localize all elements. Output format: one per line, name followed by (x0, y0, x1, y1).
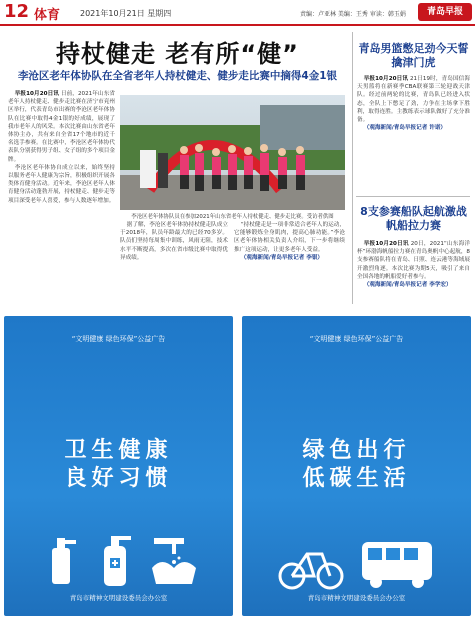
article-title: 持杖健走 老有所“健” (56, 40, 299, 68)
sidebar-story-1-source: （观海新闻/青岛早报记者 许诺） (363, 125, 447, 132)
green-travel-poster-title-line-2: 低碳生活 (302, 465, 411, 491)
health-poster-tag: “文明健康 绿色环保”公益广告 (71, 335, 166, 343)
article-source: （观海新闻/青岛早报记者 李银） (240, 254, 324, 261)
section-name: 体育 (34, 8, 61, 23)
column-divider (352, 32, 353, 304)
article-text-1: 日前，2021年山东省老年人持杖健走、健步走比赛在济宁市兖州区举行，代表青岛市出赛的李沧区老年体协队在比赛中取得4金1银的好成绩，展现了我市老年人的风采。本次比赛由山东省老年体协主办，共有来自全省17个地市的近千名选手参赛。在比赛中，李沧区老年体协代表队分别获得男子组、女子组的多个项目金牌。 (8, 91, 115, 163)
health-poster-title-line-2: 良好习惯 (64, 465, 173, 491)
green-travel-poster-title (242, 436, 471, 492)
bicycle-icon (280, 554, 342, 588)
article-column-1 (8, 90, 115, 300)
green-travel-poster (242, 316, 471, 616)
health-poster-org: 青岛市精神文明建设委员会办公室 (69, 594, 168, 602)
health-poster-title-line-1: 卫生健康 (64, 437, 173, 463)
article-text-2: 李沧区老年体协自成立以来，始终坚持以服务老年人健康为宗旨，积极组织开展各类体育健身活动。近年来，李沧区老年人体育健身活动蓬勃开展，持杖健走、健步走等项目深受老年人喜爱，参与人数逐年增加。 (8, 164, 115, 204)
photo-caption: 李沧区老年体协队员在参加2021年山东省老年人持杖健走、健步走比赛。受访者供图 (131, 214, 334, 220)
sidebar-story-2-lead: 早报10月20日讯 (363, 241, 409, 247)
article-column-3 (234, 221, 345, 303)
page-header (0, 0, 475, 26)
newspaper-logo: 青岛早报 (418, 3, 472, 21)
article-column-2 (120, 221, 228, 303)
green-travel-poster-tag: “文明健康 绿色环保”公益广告 (309, 335, 404, 343)
sidebar-story-1-lead: 早报10月20日讯 (363, 76, 409, 82)
green-travel-poster-title-line-1: 绿色出行 (302, 437, 411, 463)
race-photo (120, 95, 345, 210)
sidebar-story-1-body (357, 75, 470, 193)
hygiene-icons (14, 518, 223, 598)
green-travel-icons (252, 518, 461, 598)
article-subtitle: 李沧区老年体协队在全省老年人持杖健走、健步走比赛中摘得4金1银 (17, 70, 338, 82)
article-text-4: “持杖健走是一项非常适合老年人的运动，它能够锻炼全身肌肉，提高心肺功能。”李沧区老年体协相关负责人介绍，下一步将继续推广这项运动，让更多老年人受益。 (234, 222, 345, 253)
sidebar-story-1-title: 青岛男篮憋足劲今天誓擒津门虎 (358, 42, 469, 69)
green-travel-poster-org: 青岛市精神文明建设委员会办公室 (307, 594, 406, 602)
editor-credits: 责编：卢亚林 美编：王秀 审读：韩玉娟 (300, 11, 406, 18)
race-photo-image (120, 95, 345, 210)
page-number: 12 (4, 1, 30, 22)
issue-date: 2021年10月21日 星期四 (80, 9, 172, 18)
sidebar-story-2-source: （观海新闻/青岛早报记者 李学宏） (363, 282, 452, 289)
sidebar-story-2-text: 20日，2021“山东海洋杯”环渤海帆船拉力赛在青岛奥帆中心起航，8支参赛船队将在青岛、日照、连云港等海域展开激烈角逐。本次比赛为期5天，吸引了来自全国各地的帆船爱好者参与。 (357, 241, 470, 280)
hand-sanitizer-icon (104, 536, 131, 586)
spray-bottle-icon (52, 538, 76, 584)
article-text-3: 据了解，李沧区老年体协持杖健走队成立于2018年，队员年龄最大的已经70多岁。队员们坚持每周集中训练，风雨无阻，技术水平不断提高，多次在省市级比赛中取得优异成绩。 (120, 222, 228, 261)
health-poster (4, 316, 233, 616)
sidebar-story-1-text: 21日19时，青岛国信海天男篮将在新赛季CBA联赛第三轮迎战天津队。经过前两轮的比赛，青岛队已经进入状态，全队上下憋足了劲，力争在主场拿下胜利，取得连胜。主教练表示球队做好了充分准备。 (357, 76, 470, 124)
wash-hands-icon (152, 538, 196, 584)
sidebar-story-2-body (357, 240, 470, 306)
bus-icon (362, 542, 432, 588)
article-lead: 早报10月20日讯 (14, 91, 59, 97)
sidebar-divider (356, 196, 470, 197)
sidebar-story-2-title: 8支参赛船队起航激战帆船拉力赛 (360, 205, 467, 232)
health-poster-title (4, 436, 233, 492)
